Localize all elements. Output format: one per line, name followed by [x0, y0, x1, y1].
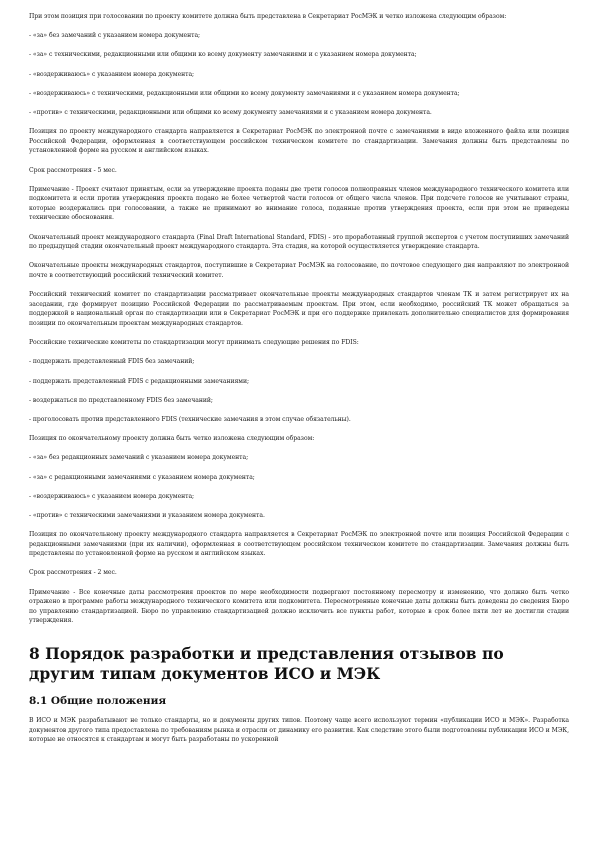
paragraph: Срок рассмотрения - 5 мес. — [29, 166, 117, 174]
list-item: - «за» без редакционных замечаний с указанием номера документа; — [29, 454, 249, 462]
list-item: - «воздерживаюсь» с указанием номера документа; — [29, 492, 195, 500]
list-item: - поддержать представленный FDIS без замечаний; — [29, 358, 195, 366]
list-item: - проголосовать против представленного FDIS (технические замечания в этом случае обязательны). — [29, 415, 351, 423]
list-item: - «за» без замечаний с указанием номера документа; — [29, 32, 201, 40]
list-item: - поддержать представленный FDIS с редакционными замечаниями; — [29, 377, 250, 385]
list-item: - «воздерживаюсь» с указанием номера документа; — [29, 70, 195, 78]
section-heading: 8 Порядок разработки и представления отзывов по другим типам документов ИСО и МЭК — [29, 644, 504, 683]
list-item: - «за» с техническими, редакционными или общими ко всему документу замечаниями и с указанием номера документа; — [29, 51, 417, 59]
note-paragraph: Примечание - Проект считают принятым, если за утверждение проекта поданы две трети голосов полноправных членов международного технического комитета или подкомитета и если против утверждения проекта подано не более четвертой части голосов от общего числа членов. При подсчете голосов не учитывают страны, которые воздержались при голосовании, а также не принимают во внимание голоса, поданные против утверждения проекта, если при этом не приведены технические обоснования. — [29, 185, 569, 222]
paragraph: Срок рассмотрения - 2 мес. — [29, 569, 117, 577]
paragraph: В ИСО и МЭК разрабатывают не только стандарты, но и документы других типов. Поэтому чаще всего используют термин «публикации ИСО и МЭК». Разработка документов другого типа предоставлена по требованиям рынка и отрасли от динамику его развития. Как следствие этого были подготовлены публикации ИСО и МЭК, которые не относятся к стандартам и могут быть разработаны по ускоренной — [29, 717, 569, 744]
paragraph: Позиция по окончательному проекту международного стандарта направляется в Секретариат РосМЭК по электронной почте или позиция Российской Федерации с редакционными замечаниями (при их наличии), оформленная в соответствующем российском техническом комитете по стандартизации. Замечания должны быть представлены по установленной форме на русском и английском языках. — [29, 531, 569, 558]
paragraph: Российский технический комитет по стандартизации рассматривает окончательные проекты международных стандартов членам ТК и затем регистрирует их на заседании, где формирует позицию Российской Федерации по рассматриваемым проектам. При этом, если необходимо, российский ТК может обращаться за поддержкой в национальный орган по стандартизации или в Секретариат РосМЭК и при его поддержке привлекать дополнительно специалистов для формирования позиции по окончательным проектам международных стандартов. — [29, 291, 569, 327]
list-item: - «воздерживаюсь» с техническими, редакционными или общими ко всему документу замечаниями и с указанием номера документа; — [29, 89, 460, 97]
note-paragraph: Примечание - Все конечные даты рассмотрения проектов по мере необходимости подвергают постоянному пересмотру и изменению, что должно быть четко отражено в программе работы международного технического комитета или подкомитета. Пересмотренные конечные даты должны быть доведены до сведения Бюро по управлению стандартизацией. Бюро по управлению стандартизацией должно исключить все пункты работ, которые в срок более пяти лет не достигли стадии утверждения. — [29, 588, 569, 625]
list-item: - воздержаться по представленному FDIS без замечаний; — [29, 396, 213, 404]
paragraph: Окончательный проект международного стандарта (Final Draft International Standard, FDIS) - это проработанный группой экспертов с учетом поступивших замечаний по предыдущей стадии окончательный проект международного стандарта. Эта стадия, на которой осуществляется утверждение стандарта. — [29, 233, 569, 251]
paragraph: Позиция по окончательному проекту должна быть четко изложена следующим образом: — [29, 435, 315, 443]
list-item: - «за» с редакционными замечаниями с указанием номера документа; — [29, 473, 255, 481]
subsection-heading: 8.1 Общие положения — [29, 695, 167, 707]
document-page — [29, 12, 569, 754]
paragraph: Российские технические комитеты по стандартизации могут принимать следующие решения по FDIS: — [29, 339, 359, 347]
paragraph: Окончательные проекты международных стандартов, поступившие в Секретариат РосМЭК на голосование, по почтовое следующего дня направляют по электронной почте в соответствующий российский технический комитет. — [29, 262, 569, 280]
paragraph: При этом позиция при голосовании по проекту комитете должна быть представлена в Секретариат РосМЭК и четко изложена следующим образом: — [29, 13, 507, 20]
list-item: - «против» с техническими замечаниями и указанием номера документа. — [29, 511, 265, 519]
paragraph: Позиция по проекту международного стандарта направляется в Секретариат РосМЭК по электронной почте с замечаниями в виде вложенного файла или позиция Российской Федерации, оформленная в соответствующем российском техническом комитете по стандартизации. Замечания должны быть представлены по установленной форме на русском и английском языках. — [29, 128, 569, 155]
list-item: - «против» с техническими, редакционными или общими ко всему документу замечаниями и с указанием номера документа. — [29, 108, 432, 116]
